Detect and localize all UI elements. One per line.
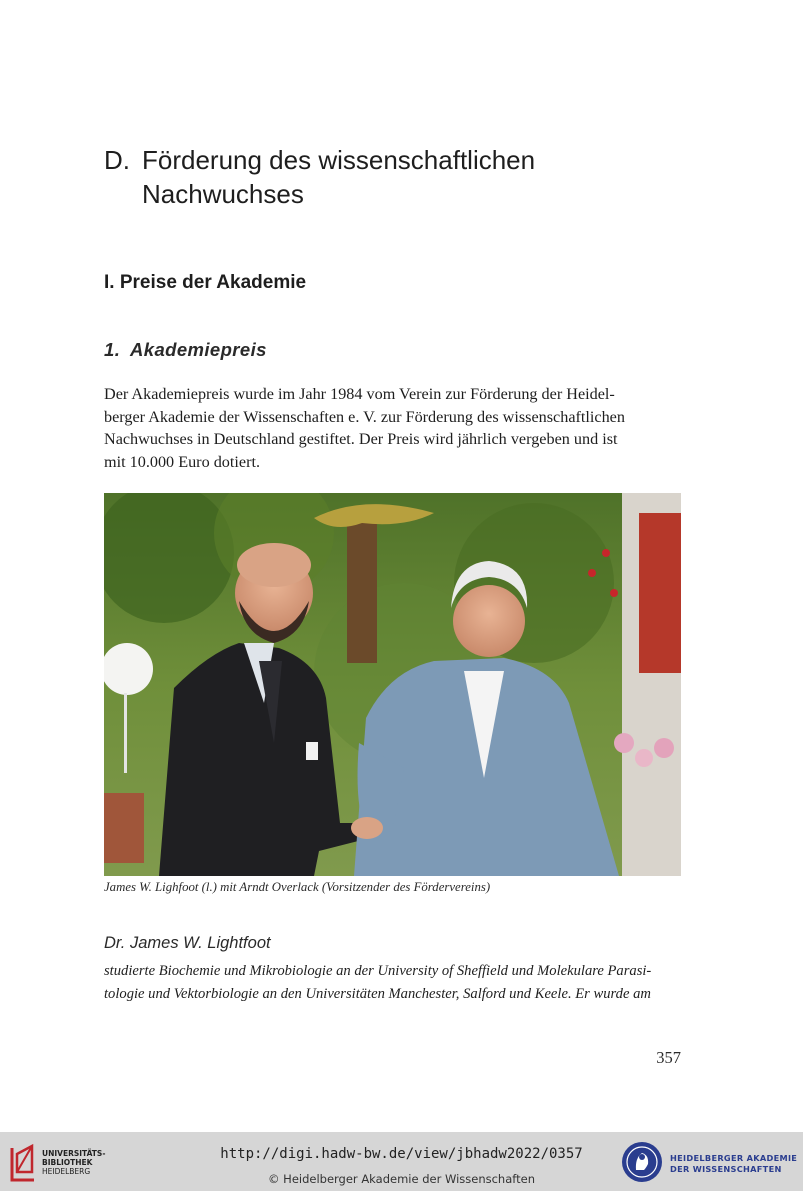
document-url-link[interactable]: http://digi.hadw-bw.de/view/jbhadw2022/0357 [220,1146,583,1162]
hadw-wordmark [670,1153,797,1174]
viewer-footer [0,1132,803,1191]
page-number: 357 [656,1048,681,1067]
subsection-title [104,339,267,361]
hadw-line1: HEIDELBERGER AKADEMIE [670,1153,798,1163]
copyright-notice: © Heidelberger Akademie der Wissenschaften [268,1172,535,1186]
ub-line2: BIBLIOTHEK [42,1158,93,1167]
person-bio [104,960,681,1006]
chapter-title-line2: Nachwuchses [142,179,304,209]
bio-line: studierte Biochemie und Mikrobiologie an der University of Sheffield und Molekulare Parasi- [104,963,652,979]
ub-line1: UNIVERSITÄTS- [42,1149,106,1158]
person-name: Dr. James W. Lightfoot [104,934,271,952]
intro-line: mit 10.000 Euro dotiert. [104,452,261,471]
subsection-number: 1. [104,339,121,360]
handshake-photo-illustration [104,493,681,876]
photo-caption: James W. Lighfoot (l.) mit Arndt Overlack (Vorsitzender des Fördervereins) [104,880,491,894]
intro-line: Nachwuchses in Deutschland gestiftet. Der Preis wird jährlich vergeben und ist [104,430,618,448]
intro-paragraph [104,383,681,473]
hadw-logo[interactable] [620,1140,800,1184]
hadw-line2: DER WISSENSCHAFTEN [670,1163,782,1174]
award-photo [104,493,681,876]
intro-line: Der Akademiepreis wurde im Jahr 1984 vom Verein zur Förderung der Heidel- [104,385,615,403]
chapter-number: D. [104,145,130,175]
subsection-label: Akademiepreis [130,339,267,360]
chapter-title [104,143,704,211]
chapter-title-line1: Förderung des wissenschaftlichen [142,145,536,175]
intro-line: berger Akademie der Wissenschaften e. V. zur Förderung des wissenschaftlichen [104,407,625,426]
ub-line3: HEIDELBERG [42,1167,91,1176]
section-title: I. Preise der Akademie [104,272,307,293]
hadw-seal-icon [620,1140,664,1184]
bio-line: tologie und Vektorbiologie an den Universitäten Manchester, Salford und Keele. Er wurde am [104,986,651,1002]
